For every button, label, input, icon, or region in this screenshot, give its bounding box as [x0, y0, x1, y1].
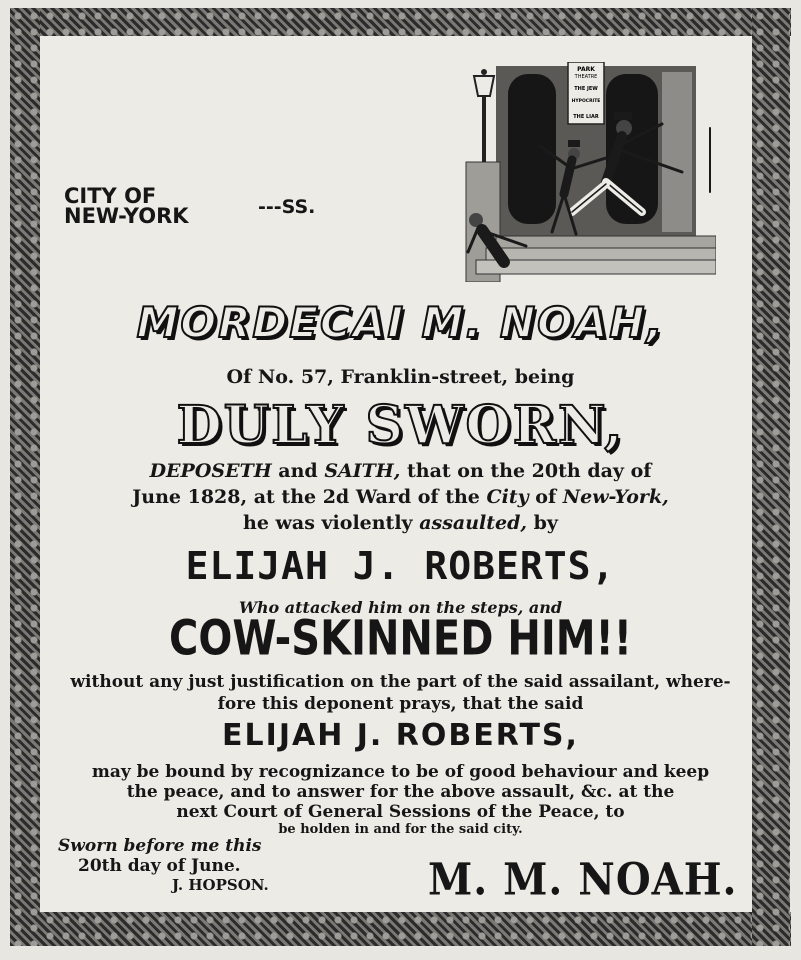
duly-sworn-heading: DULY SWORN,	[176, 395, 625, 456]
city-word: City	[486, 486, 529, 508]
venue-city	[64, 186, 189, 226]
of-word: of	[528, 486, 563, 508]
assailant-name-second: ELIJAH J. ROBERTS,	[222, 718, 579, 753]
sworn-before-line: Sworn before me this	[58, 836, 262, 856]
venue-city-line-1: CITY OF	[64, 184, 157, 208]
playbill-line-4: HYPOCRITE	[571, 99, 601, 104]
deposeth-word: DEPOSETH	[149, 460, 272, 482]
deponent-address: Of No. 57, Franklin-street, being	[226, 366, 575, 388]
and-word: and	[271, 460, 325, 482]
assailant-name-heading: ELIJAH J. ROBERTS,	[185, 544, 616, 588]
peace-line: the peace, and to answer for the above assault, &c. at the	[126, 782, 675, 802]
playbill-line-5: THE LIAR	[573, 114, 599, 120]
recognizance-line: may be bound by recognizance to be of good behaviour and keep	[91, 762, 710, 782]
magistrate-name: J. HOPSON.	[172, 876, 269, 894]
cow-skinned-heading: COW-SKINNED HIM!!	[168, 611, 633, 667]
line1-rest: that on the 20th day of	[400, 460, 652, 482]
ornamental-border-bottom	[10, 912, 791, 946]
assault-woodcut-illustration	[456, 62, 716, 282]
venue-city-line-2: NEW-YORK	[64, 204, 189, 228]
holden-line: be holden in and for the said city.	[278, 822, 523, 837]
ornamental-border-top	[10, 8, 791, 36]
playbill-line-3: THE JEW	[574, 86, 598, 92]
sworn-date-line: 20th day of June.	[78, 856, 241, 876]
prays-line: fore this deponent prays, that the said	[217, 694, 584, 714]
deponent-signature: M. M. NOAH.	[428, 853, 738, 906]
line3-end: by	[527, 512, 558, 534]
justification-line: without any just justification on the part of the said assailant, where-	[70, 672, 731, 692]
new-york-word: New-York,	[562, 486, 669, 508]
playbill-line-2: THEATRE	[574, 74, 598, 80]
line2-start: June 1828, at the 2d Ward of the	[132, 486, 487, 508]
line3-start: he was violently	[243, 512, 420, 534]
court-line: next Court of General Sessions of the Peace, to	[176, 802, 625, 822]
deposition-line-1	[0, 460, 801, 482]
deponent-name-heading: MORDECAI M. NOAH,	[136, 298, 665, 347]
venue-ss: ---SS.	[258, 196, 316, 218]
assaulted-word: assaulted,	[419, 512, 528, 534]
deposition-line-3	[0, 512, 801, 534]
playbill-line-1: PARK	[577, 66, 595, 73]
deposition-line-2	[0, 486, 801, 508]
attacked-line: Who attacked him on the steps, and	[238, 598, 563, 617]
saith-word: SAITH,	[324, 460, 401, 482]
